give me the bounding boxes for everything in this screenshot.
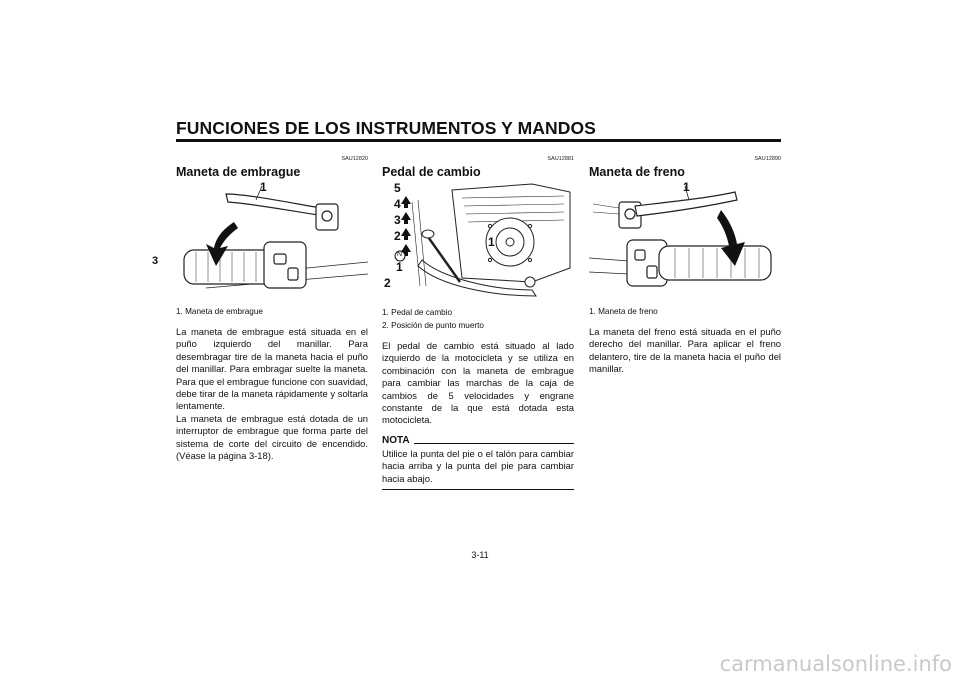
chapter-number: 3 [152,255,159,267]
figure-callout-1: 1 [683,180,690,194]
section-clutch-lever [176,156,368,462]
figure-callout-1: 1 [488,235,495,249]
nota-text: Utilice la punta del pie o el talón para cambiar hacia arriba y la punta del pie para cambiar hacia abajo. [382,447,574,484]
gear-arrows [401,196,411,256]
section-code: SAU12881 [547,156,574,162]
header-rule [176,139,781,142]
figure-callout-2: 2 [384,276,391,290]
body-paragraph: El pedal de cambio está situado al lado izquierdo de la motocicleta y se utiliza en combinación con la maneta de embrague para cambiar las marchas de la caja de cambios de 5 velocidades y engrane constante de la que está dotada esta motocicleta. [382,340,574,426]
gear-label-2: 2 [394,229,401,243]
body-paragraph: La maneta de embrague está situada en el puño izquierdo del manillar. Para desembragar tire de la maneta hacia el puño del manillar. Para embragar suelte la maneta. Para que el embrague funcione con suavidad, debe tirar de la maneta rápidamente y soltarla lentamente. [176,326,368,412]
figure-caption: 1. Pedal de cambio [382,308,453,317]
section-code: SAU12820 [341,156,368,162]
body-paragraph: La maneta del freno está situada en el puño derecho del manillar. Para aplicar el freno delantero, tire de la maneta hacia el puño del manillar. [589,326,781,375]
nota-label: NOTA [382,434,410,446]
nota-end-rule [382,489,574,490]
figure-caption: 1. Maneta de freno [589,307,658,316]
gear-label-1: 1 [396,260,403,274]
nota-rule [414,443,574,444]
watermark: carmanualsonline.info [719,652,952,676]
section-title: Maneta de embrague [176,165,301,179]
brake-lever-illustration [589,182,781,300]
figure-caption: 1. Maneta de embrague [176,307,263,316]
figure-caption: 2. Posición de punto muerto [382,321,484,330]
page-header-title: FUNCIONES DE LOS INSTRUMENTOS Y MANDOS [176,118,596,138]
shift-pedal-illustration [382,182,574,300]
section-title: Pedal de cambio [382,165,481,179]
section-title: Maneta de freno [589,165,685,179]
nota-box [382,435,574,490]
page-number: 3-11 [471,550,489,560]
gear-label-3: 3 [394,213,401,227]
gear-label-5: 5 [394,181,401,195]
clutch-lever-illustration [176,182,368,300]
clutch-lever-figure [176,182,368,300]
section-brake-lever [589,156,781,376]
section-code: SAU12890 [754,156,781,162]
brake-lever-figure [589,182,781,300]
section-shift-pedal [382,156,574,490]
gear-label-neutral: N [397,251,403,258]
gear-label-4: 4 [394,197,401,211]
body-paragraph: La maneta de embrague está dotada de un interruptor de embrague que forma parte del sistema de corte del circuito de encendido. (Véase la página 3-18). [176,412,368,462]
figure-callout-1: 1 [260,180,267,194]
shift-pedal-figure [382,182,574,300]
